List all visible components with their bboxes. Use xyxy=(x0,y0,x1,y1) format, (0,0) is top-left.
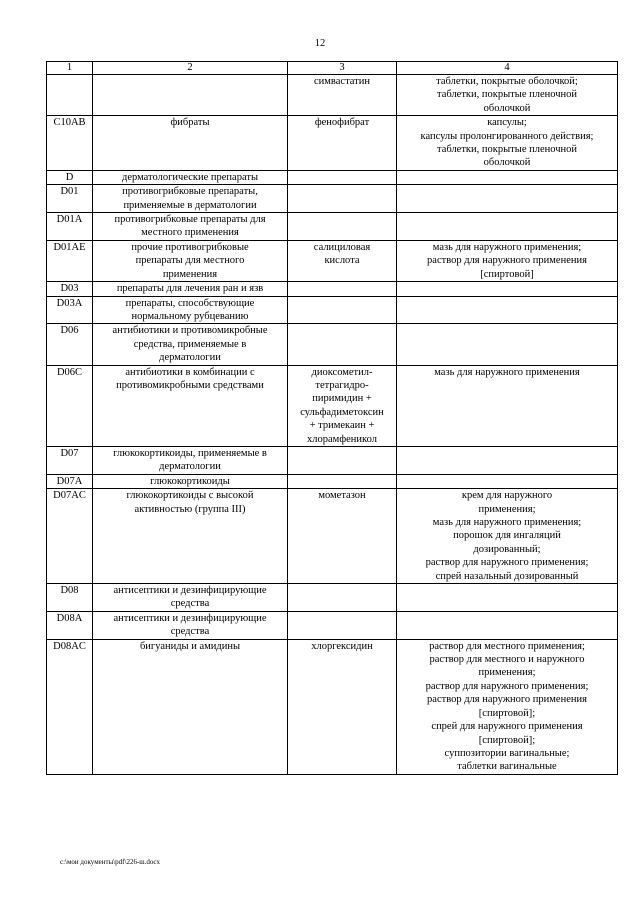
dosage-form-cell: мазь для наружного применения; раствор для наружного применения [спиртовой] xyxy=(397,240,618,281)
table-row xyxy=(47,282,618,296)
dosage-form-cell: крем для наружного применения; мазь для наружного применения; порошок для ингаляций дозированный; раствор для наружного применения; спрей назальный дозированный xyxy=(397,489,618,584)
group-name-cell: антисептики и дезинфицирующие средства xyxy=(93,611,288,639)
group-name-cell: препараты, способствующие нормальному рубцеванию xyxy=(93,296,288,324)
drug-classification-table xyxy=(46,61,618,775)
atc-code-cell: D01 xyxy=(47,185,93,213)
drug-name-cell: диоксометил- тетрагидро- пиримидин + сульфадиметоксин + тримекаин + хлорамфеникол xyxy=(288,365,397,446)
table-row xyxy=(47,170,618,184)
dosage-form-cell xyxy=(397,446,618,474)
group-name-cell: противогрибковые препараты, применяемые в дерматологии xyxy=(93,185,288,213)
dosage-form-cell xyxy=(397,611,618,639)
dosage-form-cell xyxy=(397,185,618,213)
drug-name-cell: хлоргексидин xyxy=(288,639,397,774)
dosage-form-cell xyxy=(397,170,618,184)
table-header-row xyxy=(47,62,618,75)
group-name-cell: дерматологические препараты xyxy=(93,170,288,184)
table-row xyxy=(47,365,618,446)
atc-code-cell xyxy=(47,75,93,116)
table-body xyxy=(47,75,618,775)
group-name-cell: бигуаниды и амидины xyxy=(93,639,288,774)
drug-name-cell xyxy=(288,213,397,241)
drug-name-cell xyxy=(288,170,397,184)
dosage-form-cell xyxy=(397,324,618,365)
header-cell-4: 4 xyxy=(397,62,618,75)
atc-code-cell: D03A xyxy=(47,296,93,324)
atc-code-cell: D06C xyxy=(47,365,93,446)
atc-code-cell: D08A xyxy=(47,611,93,639)
table-row xyxy=(47,75,618,116)
drug-name-cell: салициловая кислота xyxy=(288,240,397,281)
dosage-form-cell: мазь для наружного применения xyxy=(397,365,618,446)
dosage-form-cell: раствор для местного применения; раствор для местного и наружного применения; раствор для наружного применения; раствор для наружного применения [спиртовой]; спрей для наружного применения [спиртовой]; суппозитории вагинальные; таблетки вагинальные xyxy=(397,639,618,774)
header-cell-1: 1 xyxy=(47,62,93,75)
dosage-form-cell: таблетки, покрытые оболочкой; таблетки, покрытые пленочной оболочкой xyxy=(397,75,618,116)
group-name-cell: препараты для лечения ран и язв xyxy=(93,282,288,296)
table-row xyxy=(47,185,618,213)
table-row xyxy=(47,611,618,639)
header-cell-2: 2 xyxy=(93,62,288,75)
group-name-cell: противогрибковые препараты для местного применения xyxy=(93,213,288,241)
group-name-cell: прочие противогрибковые препараты для местного применения xyxy=(93,240,288,281)
group-name-cell: фибраты xyxy=(93,116,288,171)
atc-code-cell: D01A xyxy=(47,213,93,241)
group-name-cell: антисептики и дезинфицирующие средства xyxy=(93,584,288,612)
drug-name-cell xyxy=(288,584,397,612)
atc-code-cell: D01AE xyxy=(47,240,93,281)
atc-code-cell: D03 xyxy=(47,282,93,296)
dosage-form-cell xyxy=(397,474,618,488)
dosage-form-cell: капсулы; капсулы пролонгированного действия; таблетки, покрытые пленочной оболочкой xyxy=(397,116,618,171)
drug-name-cell: фенофибрат xyxy=(288,116,397,171)
page-number: 12 xyxy=(314,38,326,49)
header-cell-3: 3 xyxy=(288,62,397,75)
drug-name-cell xyxy=(288,611,397,639)
drug-name-cell xyxy=(288,185,397,213)
atc-code-cell: D06 xyxy=(47,324,93,365)
atc-code-cell: D08AC xyxy=(47,639,93,774)
table-row xyxy=(47,240,618,281)
table-row xyxy=(47,324,618,365)
drug-name-cell xyxy=(288,324,397,365)
file-path-footer: c:\мои документы\pdf\226-ш.docx xyxy=(60,858,161,866)
atc-code-cell: D07 xyxy=(47,446,93,474)
group-name-cell: антибиотики и противомикробные средства, применяемые в дерматологии xyxy=(93,324,288,365)
dosage-form-cell xyxy=(397,296,618,324)
group-name-cell: глюкокортикоиды xyxy=(93,474,288,488)
dosage-form-cell xyxy=(397,213,618,241)
table-row xyxy=(47,213,618,241)
drug-name-cell: симвастатин xyxy=(288,75,397,116)
table-row xyxy=(47,489,618,584)
atc-code-cell: D07AC xyxy=(47,489,93,584)
table-row xyxy=(47,474,618,488)
table-row xyxy=(47,296,618,324)
table-row xyxy=(47,584,618,612)
atc-code-cell: D08 xyxy=(47,584,93,612)
table-row xyxy=(47,639,618,774)
drug-name-cell xyxy=(288,446,397,474)
atc-code-cell: C10AB xyxy=(47,116,93,171)
drug-name-cell xyxy=(288,474,397,488)
group-name-cell: глюкокортикоиды, применяемые в дерматологии xyxy=(93,446,288,474)
table-row xyxy=(47,116,618,171)
group-name-cell xyxy=(93,75,288,116)
atc-code-cell: D07A xyxy=(47,474,93,488)
atc-code-cell: D xyxy=(47,170,93,184)
drug-name-cell xyxy=(288,282,397,296)
table-row xyxy=(47,446,618,474)
group-name-cell: глюкокортикоиды с высокой активностью (группа III) xyxy=(93,489,288,584)
dosage-form-cell xyxy=(397,584,618,612)
group-name-cell: антибиотики в комбинации с противомикробными средствами xyxy=(93,365,288,446)
drug-name-cell xyxy=(288,296,397,324)
drug-name-cell: мометазон xyxy=(288,489,397,584)
dosage-form-cell xyxy=(397,282,618,296)
